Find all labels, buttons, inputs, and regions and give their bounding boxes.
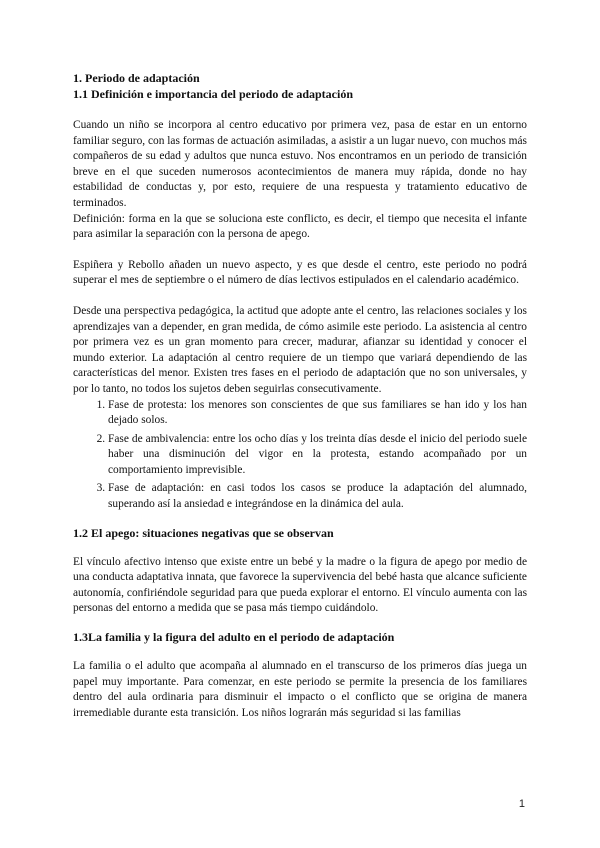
list-item: 2. Fase de ambivalencia: entre los ocho días y los treinta días desde el inicio del periodo suele haber una disminución del vigor en la protesta, estando acompañado por un comportamiento imprevisible. <box>108 432 527 479</box>
list-item: 1. Fase de protesta: los menores son conscientes de que sus familiares se han ido y los han dejado solos. <box>108 398 527 429</box>
page-content <box>73 70 527 721</box>
heading-section-1: 1. Periodo de adaptación <box>73 71 200 85</box>
paragraph-espinera: Espiñera y Rebollo añaden un nuevo aspecto, y es que desde el centro, este periodo no podrá superar el mes de septiembre o el número de días lectivos estipulados en el calendario académico. <box>73 258 527 287</box>
heading-section-1-2: 1.2 El apego: situaciones negativas que se observan <box>73 525 334 540</box>
page-number: 1 <box>518 798 525 810</box>
paragraph-definition: Definición: forma en la que se soluciona este conflicto, es decir, el tiempo que necesita el infante para asimilar la separación con la persona de apego. <box>73 212 527 241</box>
paragraph-perspectiva: Desde una perspectiva pedagógica, la actitud que adopte ante el centro, las relaciones sociales y los aprendizajes van a depender, en gran medida, de cómo asimile este periodo. La asistencia al centro por primera vez es un gran momento para crecer, madurar, afianzar su identidad y conocer el mundo exterior. La adaptación al centro requiere de un tiempo que variará dependiendo de las características del menor. Existen tres fases en el periodo de adaptación que no son universales, y por lo tanto, no todos los sujetos deben seguirlas consecutivamente. <box>73 304 527 395</box>
paragraph-intro: Cuando un niño se incorpora al centro educativo por primera vez, pasa de estar en un entorno familiar seguro, con las formas de actuación asimiladas, a asistir a un lugar nuevo, con muchos más compañeros de su edad y adultos que nunca estuvo. Nos encontramos en un periodo de transición breve en el que suceden numerosos acontecimientos de manera muy rápida, donde no hay estabilidad de conductas y, por esto, requiere de una respuesta y tratamiento educativo de terminados. <box>73 119 527 209</box>
phases-list <box>73 398 527 513</box>
heading-section-1-3: 1.3La familia y la figura del adulto en el periodo de adaptación <box>73 630 395 645</box>
paragraph-familia: La familia o el adulto que acompaña al alumnado en el transcurso de los primeros días juega un papel muy importante. Para comenzar, en este periodo se permite la presencia de los familiares dentro del aula ordinaria para disminuir el impacto o el conflicto que se origina de manera irremediable durante esta transición. Los niños lograrán más seguridad si las familias <box>73 660 527 719</box>
paragraph-apego: El vínculo afectivo intenso que existe entre un bebé y la madre o la figura de apego por medio de una conducta adaptativa innata, que favorece la supervivencia del bebé hasta que alcance suficiente autonomía, confiriéndole seguridad para que pueda explorar el entorno. El vínculo aumenta con las personas del entorno a medida que se pasa más tiempo cuidándolo. <box>73 555 527 615</box>
list-item: 3. Fase de adaptación: en casi todos los casos se produce la adaptación del alumnado, superando así la ansiedad e integrándose en la dinámica del aula. <box>108 481 527 512</box>
heading-section-1-1: 1.1 Definición e importancia del periodo de adaptación <box>73 87 353 101</box>
